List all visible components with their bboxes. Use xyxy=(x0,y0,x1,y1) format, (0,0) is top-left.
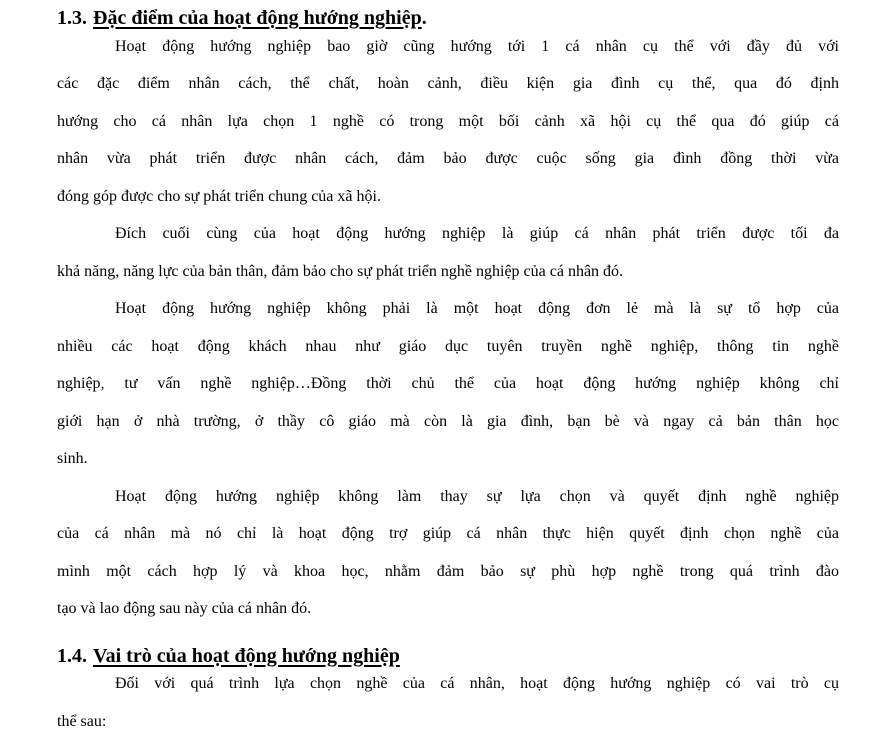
paragraph xyxy=(57,675,839,750)
paragraph xyxy=(57,300,839,488)
paragraph-line: sinh. xyxy=(57,450,88,467)
paragraph-line: nhiều các hoạt động khách nhau như giáo dục tuyên truyền nghề nghiệp, thông tin nghề xyxy=(57,337,839,355)
paragraph-line: giới hạn ở nhà trường, ở thầy cô giáo mà còn là gia đình, bạn bè và ngay cả bản thân học xyxy=(57,412,839,430)
section-title: Vai trò của hoạt động hướng nghiệp xyxy=(93,644,400,667)
section-heading-1-4 xyxy=(57,638,839,676)
paragraph-line: các đặc điểm nhân cách, thể chất, hoàn cảnh, điều kiện gia đình cụ thể, qua đó định xyxy=(57,75,839,92)
paragraph-line: đóng góp được cho sự phát triển chung của xã hội. xyxy=(57,187,381,205)
paragraph-line: mình một cách hợp lý và khoa học, nhằm đảm bảo sự phù hợp nghề trong quá trình đào xyxy=(57,562,839,580)
paragraph-line: Đối với quá trình lựa chọn nghề của cá nhân, hoạt động hướng nghiệp có vai trò cụ xyxy=(115,675,839,692)
paragraph-line: tạo và lao động sau này của cá nhân đó. xyxy=(57,600,312,617)
paragraph-line: khả năng, năng lực của bản thân, đảm bảo cho sự phát triển nghề nghiệp của cá nhân đó. xyxy=(57,262,624,280)
section-heading-1-3 xyxy=(57,0,839,38)
section-number: 1.4. xyxy=(57,644,87,667)
paragraph xyxy=(57,38,839,226)
section-number: 1.3. xyxy=(57,7,87,29)
section-title: Đặc điểm của hoạt động hướng nghiệp xyxy=(93,7,422,29)
paragraph-line: nghiệp, tư vấn nghề nghiệp…Đồng thời chủ thể của hoạt động hướng nghiệp không chỉ xyxy=(57,375,839,392)
paragraph-line: Hoạt động hướng nghiệp không phải là một hoạt động đơn lẻ mà là sự tổ hợp của xyxy=(115,300,839,317)
paragraph-line: của cá nhân mà nó chỉ là hoạt động trợ giúp cá nhân thực hiện quyết định chọn nghề của xyxy=(57,525,839,542)
heading-trailing-period: . xyxy=(421,7,427,29)
paragraph xyxy=(57,225,839,300)
document-page xyxy=(57,0,839,750)
paragraph-line: thể sau: xyxy=(57,712,107,730)
paragraph-line: Hoạt động hướng nghiệp không làm thay sự lựa chọn và quyết định nghề nghiệp xyxy=(115,487,839,505)
paragraph-line: nhân vừa phát triển được nhân cách, đảm bảo được cuộc sống gia đình đồng thời vừa xyxy=(57,150,839,167)
paragraph-line: Đích cuối cùng của hoạt động hướng nghiệp là giúp cá nhân phát triển được tối đa xyxy=(115,225,839,242)
paragraph-line: hướng cho cá nhân lựa chọn 1 nghề có trong một bối cảnh xã hội cụ thể qua đó giúp cá xyxy=(57,112,839,130)
paragraph xyxy=(57,488,839,638)
paragraph-line: Hoạt động hướng nghiệp bao giờ cũng hướng tới 1 cá nhân cụ thể với đầy đủ với xyxy=(115,37,839,55)
